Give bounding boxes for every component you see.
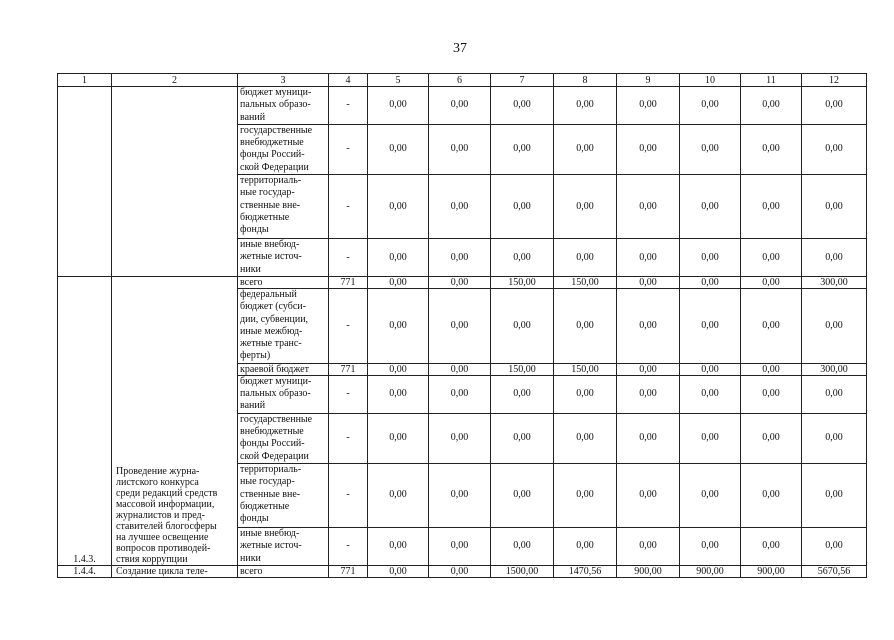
budget-code: - <box>329 239 368 277</box>
amount-cell: 0,00 <box>617 276 680 288</box>
funding-source: бюджет муници- пальных образо- ваний <box>238 87 329 125</box>
amount-cell: 900,00 <box>680 565 741 577</box>
amount-cell: 0,00 <box>368 87 429 125</box>
amount-cell: 0,00 <box>617 375 680 413</box>
amount-cell: 0,00 <box>491 124 554 174</box>
budget-code: 771 <box>329 363 368 375</box>
funding-source: территориаль- ные государ- ственные вне- бюджетные фонды <box>238 463 329 527</box>
measure-number <box>58 87 112 277</box>
amount-cell: 0,00 <box>554 527 617 565</box>
budget-code: - <box>329 463 368 527</box>
amount-cell: 0,00 <box>741 239 802 277</box>
funding-source: краевой бюджет <box>238 363 329 375</box>
amount-cell: 0,00 <box>554 175 617 239</box>
measure-name: Создание цикла теле- <box>112 565 238 577</box>
amount-cell: 0,00 <box>429 375 491 413</box>
amount-cell: 0,00 <box>617 413 680 463</box>
measure-number: 1.4.3. <box>58 276 112 565</box>
amount-cell: 0,00 <box>368 375 429 413</box>
amount-cell: 0,00 <box>741 276 802 288</box>
amount-cell: 0,00 <box>429 565 491 577</box>
amount-cell: 0,00 <box>802 239 867 277</box>
table-body <box>58 74 867 578</box>
column-number: 8 <box>554 74 617 87</box>
amount-cell: 0,00 <box>368 463 429 527</box>
amount-cell: 0,00 <box>741 175 802 239</box>
amount-cell: 0,00 <box>429 463 491 527</box>
amount-cell: 0,00 <box>429 124 491 174</box>
amount-cell: 0,00 <box>680 87 741 125</box>
amount-cell: 900,00 <box>617 565 680 577</box>
amount-cell: 0,00 <box>368 239 429 277</box>
amount-cell: 0,00 <box>741 124 802 174</box>
amount-cell: 0,00 <box>802 288 867 363</box>
amount-cell: 0,00 <box>491 463 554 527</box>
amount-cell: 0,00 <box>617 363 680 375</box>
amount-cell: 0,00 <box>802 87 867 125</box>
amount-cell: 0,00 <box>554 463 617 527</box>
column-number: 9 <box>617 74 680 87</box>
amount-cell: 0,00 <box>554 375 617 413</box>
amount-cell: 0,00 <box>368 363 429 375</box>
budget-code: - <box>329 124 368 174</box>
column-number: 10 <box>680 74 741 87</box>
amount-cell: 0,00 <box>429 87 491 125</box>
amount-cell: 0,00 <box>680 124 741 174</box>
amount-cell: 150,00 <box>554 363 617 375</box>
funding-source: государственные внебюджетные фонды Россий- ской Федерации <box>238 413 329 463</box>
amount-cell: 0,00 <box>554 413 617 463</box>
amount-cell: 0,00 <box>368 527 429 565</box>
amount-cell: 0,00 <box>617 124 680 174</box>
amount-cell: 0,00 <box>554 239 617 277</box>
amount-cell: 0,00 <box>680 363 741 375</box>
amount-cell: 0,00 <box>802 124 867 174</box>
amount-cell: 0,00 <box>429 276 491 288</box>
amount-cell: 0,00 <box>368 413 429 463</box>
amount-cell: 900,00 <box>741 565 802 577</box>
amount-cell: 0,00 <box>429 363 491 375</box>
amount-cell: 0,00 <box>680 463 741 527</box>
page-number: 37 <box>453 41 467 56</box>
budget-code: 771 <box>329 276 368 288</box>
column-number-row <box>58 74 867 87</box>
amount-cell: 0,00 <box>491 288 554 363</box>
column-number: 11 <box>741 74 802 87</box>
budget-code: - <box>329 375 368 413</box>
amount-cell: 0,00 <box>680 276 741 288</box>
column-number: 12 <box>802 74 867 87</box>
budget-code: - <box>329 288 368 363</box>
column-number: 7 <box>491 74 554 87</box>
funding-source: всего <box>238 565 329 577</box>
amount-cell: 0,00 <box>429 527 491 565</box>
column-number: 6 <box>429 74 491 87</box>
amount-cell: 0,00 <box>741 288 802 363</box>
amount-cell: 0,00 <box>617 239 680 277</box>
amount-cell: 0,00 <box>554 124 617 174</box>
amount-cell: 1470,56 <box>554 565 617 577</box>
amount-cell: 0,00 <box>368 288 429 363</box>
amount-cell: 0,00 <box>680 288 741 363</box>
amount-cell: 0,00 <box>741 363 802 375</box>
amount-cell: 5670,56 <box>802 565 867 577</box>
amount-cell: 0,00 <box>368 276 429 288</box>
amount-cell: 300,00 <box>802 363 867 375</box>
amount-cell: 0,00 <box>741 375 802 413</box>
amount-cell: 300,00 <box>802 276 867 288</box>
amount-cell: 0,00 <box>680 527 741 565</box>
amount-cell: 0,00 <box>554 87 617 125</box>
amount-cell: 0,00 <box>491 239 554 277</box>
amount-cell: 0,00 <box>491 413 554 463</box>
amount-cell: 0,00 <box>429 288 491 363</box>
amount-cell: 0,00 <box>741 87 802 125</box>
funding-source: всего <box>238 276 329 288</box>
column-number: 1 <box>58 74 112 87</box>
amount-cell: 0,00 <box>741 463 802 527</box>
amount-cell: 150,00 <box>554 276 617 288</box>
amount-cell: 0,00 <box>802 413 867 463</box>
amount-cell: 1500,00 <box>491 565 554 577</box>
column-number: 3 <box>238 74 329 87</box>
funding-source: государственные внебюджетные фонды Россий- ской Федерации <box>238 124 329 174</box>
amount-cell: 0,00 <box>617 87 680 125</box>
column-number: 5 <box>368 74 429 87</box>
funding-source: бюджет муници- пальных образо- ваний <box>238 375 329 413</box>
measure-number: 1.4.4. <box>58 565 112 577</box>
amount-cell: 0,00 <box>554 288 617 363</box>
amount-cell: 0,00 <box>429 175 491 239</box>
amount-cell: 150,00 <box>491 363 554 375</box>
amount-cell: 0,00 <box>680 175 741 239</box>
budget-code: - <box>329 87 368 125</box>
amount-cell: 150,00 <box>491 276 554 288</box>
table-row <box>58 276 867 288</box>
amount-cell: 0,00 <box>491 175 554 239</box>
column-number: 4 <box>329 74 368 87</box>
amount-cell: 0,00 <box>491 527 554 565</box>
amount-cell: 0,00 <box>429 239 491 277</box>
amount-cell: 0,00 <box>491 87 554 125</box>
amount-cell: 0,00 <box>617 175 680 239</box>
funding-source: иные внебюд- жетные источ- ники <box>238 239 329 277</box>
amount-cell: 0,00 <box>617 463 680 527</box>
measure-name <box>112 87 238 277</box>
amount-cell: 0,00 <box>617 527 680 565</box>
amount-cell: 0,00 <box>491 375 554 413</box>
funding-source: иные внебюд- жетные источ- ники <box>238 527 329 565</box>
amount-cell: 0,00 <box>368 124 429 174</box>
table-row <box>58 87 867 125</box>
amount-cell: 0,00 <box>802 527 867 565</box>
budget-code: - <box>329 527 368 565</box>
budget-code: - <box>329 413 368 463</box>
amount-cell: 0,00 <box>617 288 680 363</box>
budget-code: 771 <box>329 565 368 577</box>
table-row <box>58 565 867 577</box>
column-number: 2 <box>112 74 238 87</box>
budget-table <box>57 73 867 578</box>
amount-cell: 0,00 <box>802 463 867 527</box>
funding-source: территориаль- ные государ- ственные вне- бюджетные фонды <box>238 175 329 239</box>
amount-cell: 0,00 <box>680 375 741 413</box>
amount-cell: 0,00 <box>680 239 741 277</box>
amount-cell: 0,00 <box>741 527 802 565</box>
amount-cell: 0,00 <box>680 413 741 463</box>
amount-cell: 0,00 <box>368 175 429 239</box>
amount-cell: 0,00 <box>802 375 867 413</box>
amount-cell: 0,00 <box>368 565 429 577</box>
funding-source: федеральный бюджет (субси- дии, субвенции, иные межбюд- жетные транс- ферты) <box>238 288 329 363</box>
amount-cell: 0,00 <box>429 413 491 463</box>
amount-cell: 0,00 <box>741 413 802 463</box>
budget-code: - <box>329 175 368 239</box>
amount-cell: 0,00 <box>802 175 867 239</box>
measure-name: Проведение журна- листского конкурса среди редакций средств массовой информации, журналистов и пред- ставителей блогосферы на лучшее освещение вопросов противодей- ствия коррупции <box>112 276 238 565</box>
